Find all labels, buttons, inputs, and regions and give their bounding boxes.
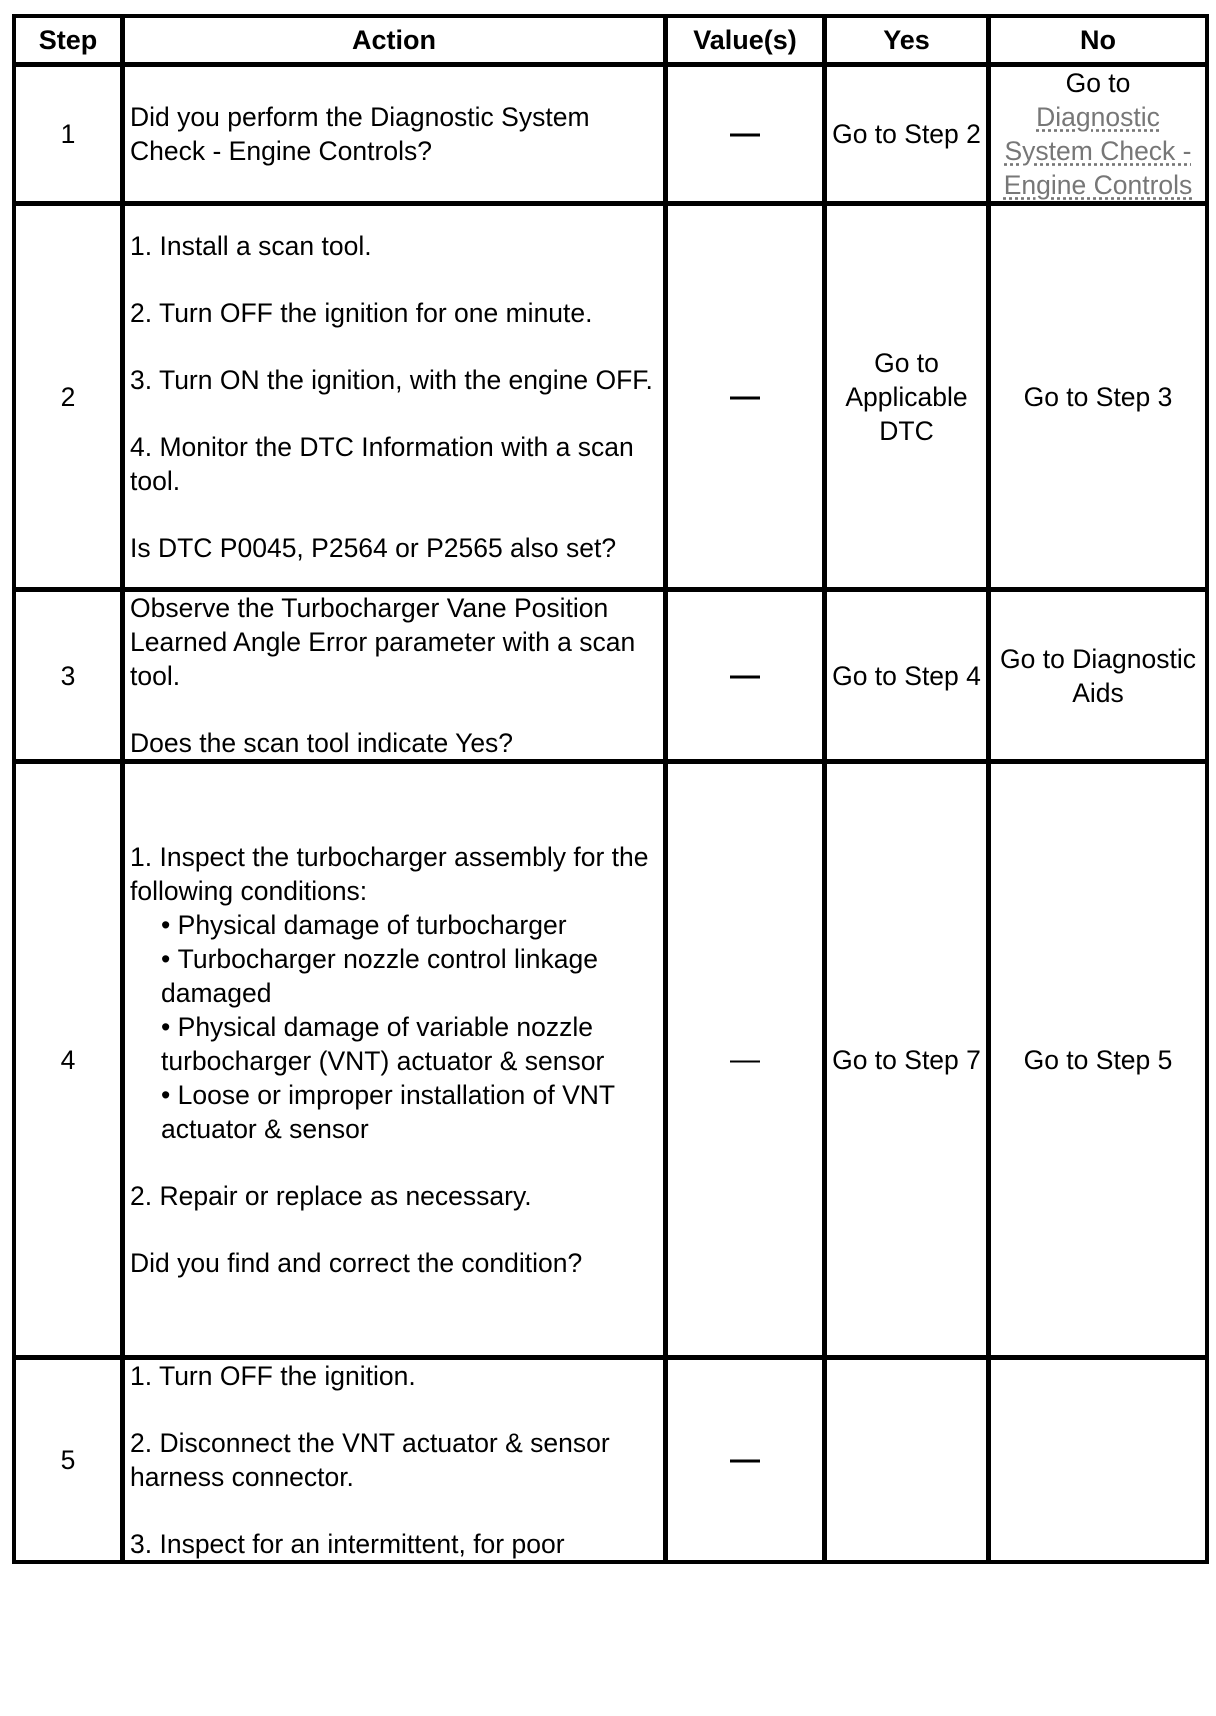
yes-cell [825, 1358, 989, 1563]
value-dash: — [730, 117, 760, 150]
value-cell [666, 590, 825, 762]
table-row [14, 1358, 1208, 1563]
no-cell: Go to Step 5 [989, 762, 1208, 1358]
yes-cell: Go to Applicable DTC [825, 204, 989, 590]
header-yes: Yes [825, 16, 989, 65]
action-text: 1. Inspect the turbocharger assembly for the following conditions: [130, 841, 649, 906]
bullet-item: • Loose or improper installation of VNT actuator & sensor [161, 1079, 615, 1144]
step-number: 3 [14, 590, 123, 762]
yes-cell: Go to Step 4 [825, 590, 989, 762]
action-text: 2. Turn OFF the ignition for one minute. [130, 297, 593, 328]
bullet-item: • Physical damage of turbocharger [161, 909, 567, 940]
no-cell: Go to Step 3 [989, 204, 1208, 590]
yes-cell: Go to Step 2 [825, 65, 989, 204]
action-question: Did you find and correct the condition? [130, 1247, 583, 1278]
header-step: Step [14, 16, 123, 65]
value-dash: — [730, 1443, 760, 1476]
action-text: 3. Turn ON the ignition, with the engine OFF. [130, 364, 653, 395]
diagnostic-system-check-link[interactable]: Diagnostic System Check - Engine Controls [1003, 102, 1193, 200]
action-text: 1. Install a scan tool. [130, 230, 372, 261]
table-row [14, 762, 1208, 1358]
action-question: Is DTC P0045, P2564 or P2565 also set? [130, 532, 617, 563]
action-text: 1. Turn OFF the ignition. [130, 1361, 416, 1391]
value-dash: — [730, 379, 760, 413]
action-cell [123, 590, 666, 762]
header-values: Value(s) [666, 16, 825, 65]
action-question: Does the scan tool indicate Yes? [130, 728, 514, 758]
value-cell [666, 1358, 825, 1563]
bullet-item: • Physical damage of variable nozzle turbocharger (VNT) actuator & sensor [161, 1011, 605, 1076]
action-cell [123, 762, 666, 1358]
diagnostic-table-container [12, 14, 1206, 1564]
action-text: Did you perform the Diagnostic System Check - Engine Controls? [130, 102, 590, 166]
step-number: 2 [14, 204, 123, 590]
value-cell [666, 762, 825, 1358]
table-row [14, 590, 1208, 762]
header-row [14, 16, 1208, 65]
action-cell [123, 204, 666, 590]
action-text: 4. Monitor the DTC Information with a scan tool. [130, 431, 634, 496]
action-text: 2. Disconnect the VNT actuator & sensor harness connector. [130, 1428, 610, 1492]
action-text: 2. Repair or replace as necessary. [130, 1180, 532, 1211]
diagnostic-table [12, 14, 1209, 1564]
step-number: 4 [14, 762, 123, 1358]
value-dash: — [730, 658, 760, 692]
step-number: 5 [14, 1358, 123, 1563]
value-cell [666, 65, 825, 204]
bullet-item: • Turbocharger nozzle control linkage damaged [161, 943, 598, 1008]
action-text: Observe the Turbocharger Vane Position Learned Angle Error parameter with a scan tool. [130, 593, 636, 691]
value-cell [666, 204, 825, 590]
no-prefix: Go to [1065, 68, 1131, 98]
action-cell [123, 65, 666, 204]
action-cell [123, 1358, 666, 1563]
step-number: 1 [14, 65, 123, 204]
value-dash: — [730, 1042, 760, 1076]
no-cell: Go to Diagnostic Aids [989, 590, 1208, 762]
header-action: Action [123, 16, 666, 65]
table-row [14, 65, 1208, 204]
action-text: 3. Inspect for an intermittent, for poor [130, 1529, 565, 1559]
header-no: No [989, 16, 1208, 65]
no-cell [989, 1358, 1208, 1563]
no-cell [989, 65, 1208, 204]
yes-cell: Go to Step 7 [825, 762, 989, 1358]
table-row [14, 204, 1208, 590]
